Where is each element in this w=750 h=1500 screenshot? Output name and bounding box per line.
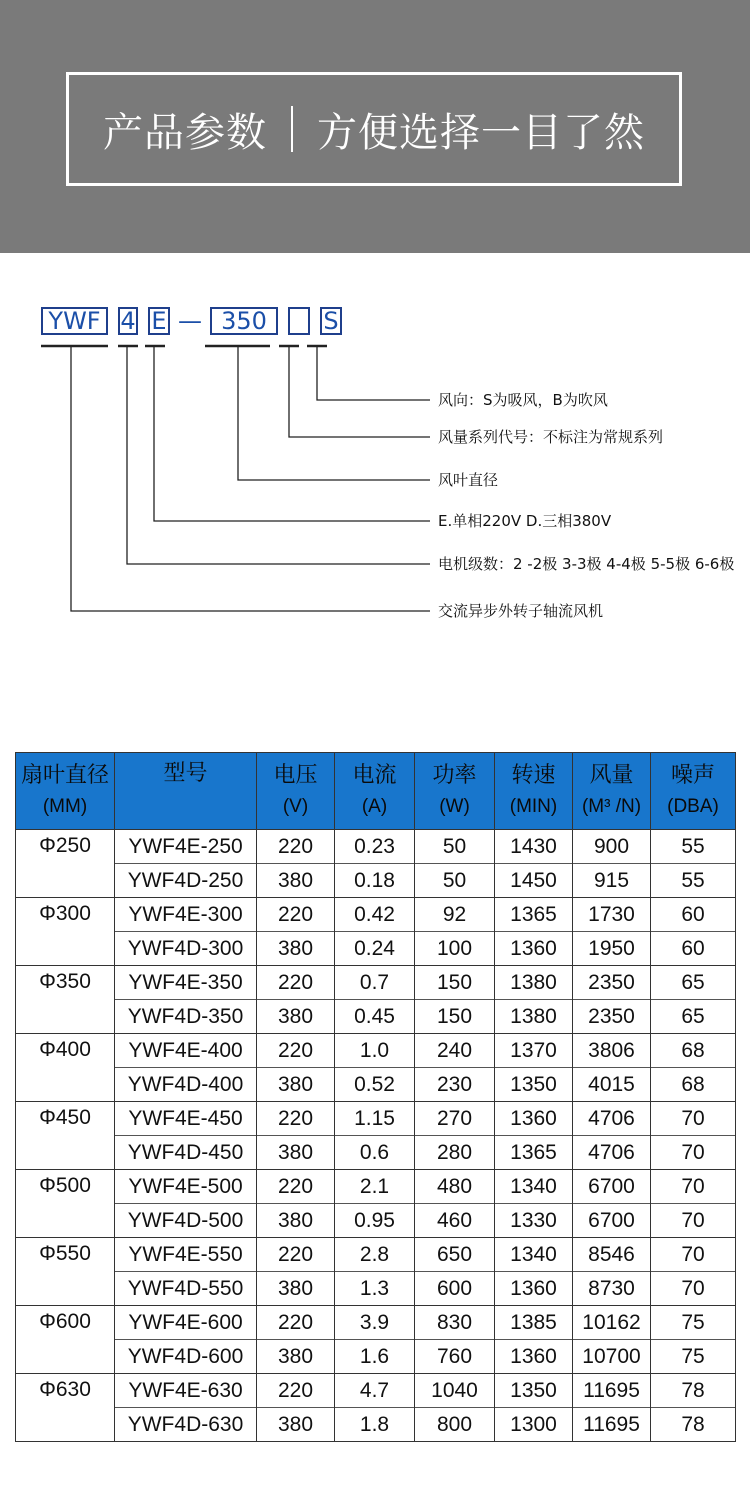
cell-current: 0.18 bbox=[335, 864, 415, 898]
cell-current: 0.42 bbox=[335, 898, 415, 932]
cell-airflow: 915 bbox=[573, 864, 651, 898]
code-series: YWF bbox=[41, 307, 108, 335]
cell-power: 760 bbox=[415, 1340, 495, 1374]
cell-noise: 65 bbox=[651, 966, 736, 1000]
cell-diameter: Φ250 bbox=[16, 830, 115, 898]
cell-noise: 75 bbox=[651, 1340, 736, 1374]
cell-current: 0.6 bbox=[335, 1136, 415, 1170]
cell-speed: 1450 bbox=[495, 864, 573, 898]
legend-phase: E.单相220V D.三相380V bbox=[438, 512, 612, 530]
cell-model: YWF4D-630 bbox=[115, 1408, 257, 1442]
cell-power: 150 bbox=[415, 1000, 495, 1034]
cell-current: 0.95 bbox=[335, 1204, 415, 1238]
cell-airflow: 6700 bbox=[573, 1170, 651, 1204]
cell-noise: 60 bbox=[651, 898, 736, 932]
cell-speed: 1350 bbox=[495, 1374, 573, 1408]
code-dash: — bbox=[178, 307, 202, 335]
cell-voltage: 220 bbox=[257, 830, 335, 864]
table-row bbox=[16, 1136, 736, 1170]
table-row bbox=[16, 966, 736, 1000]
cell-power: 480 bbox=[415, 1170, 495, 1204]
cell-voltage: 380 bbox=[257, 1340, 335, 1374]
cell-current: 0.52 bbox=[335, 1068, 415, 1102]
cell-current: 0.7 bbox=[335, 966, 415, 1000]
cell-noise: 55 bbox=[651, 864, 736, 898]
cell-airflow: 11695 bbox=[573, 1374, 651, 1408]
cell-noise: 70 bbox=[651, 1272, 736, 1306]
cell-voltage: 380 bbox=[257, 1136, 335, 1170]
header-voltage: 电压 (V) bbox=[257, 753, 335, 830]
cell-model: YWF4E-600 bbox=[115, 1306, 257, 1340]
cell-voltage: 380 bbox=[257, 1204, 335, 1238]
table-row bbox=[16, 1272, 736, 1306]
cell-voltage: 380 bbox=[257, 1000, 335, 1034]
cell-current: 3.9 bbox=[335, 1306, 415, 1340]
cell-airflow: 2350 bbox=[573, 1000, 651, 1034]
cell-model: YWF4E-500 bbox=[115, 1170, 257, 1204]
cell-current: 4.7 bbox=[335, 1374, 415, 1408]
cell-model: YWF4E-630 bbox=[115, 1374, 257, 1408]
cell-current: 2.1 bbox=[335, 1170, 415, 1204]
cell-airflow: 8546 bbox=[573, 1238, 651, 1272]
header-airflow: 风量 (M³ /N) bbox=[573, 753, 651, 830]
cell-voltage: 220 bbox=[257, 966, 335, 1000]
cell-power: 650 bbox=[415, 1238, 495, 1272]
cell-voltage: 380 bbox=[257, 864, 335, 898]
cell-model: YWF4E-400 bbox=[115, 1034, 257, 1068]
cell-airflow: 1950 bbox=[573, 932, 651, 966]
cell-model: YWF4D-350 bbox=[115, 1000, 257, 1034]
cell-model: YWF4E-250 bbox=[115, 830, 257, 864]
legend-direction: 风向：S为吸风，B为吹风 bbox=[438, 391, 608, 409]
table-row bbox=[16, 1170, 736, 1204]
cell-diameter: Φ630 bbox=[16, 1374, 115, 1442]
table-row bbox=[16, 830, 736, 864]
cell-current: 1.8 bbox=[335, 1408, 415, 1442]
header-model: 型号 bbox=[115, 753, 257, 830]
header-speed: 转速 (MIN) bbox=[495, 753, 573, 830]
cell-noise: 78 bbox=[651, 1408, 736, 1442]
cell-power: 280 bbox=[415, 1136, 495, 1170]
cell-speed: 1300 bbox=[495, 1408, 573, 1442]
cell-voltage: 220 bbox=[257, 1306, 335, 1340]
cell-airflow: 8730 bbox=[573, 1272, 651, 1306]
cell-power: 270 bbox=[415, 1102, 495, 1136]
cell-power: 50 bbox=[415, 830, 495, 864]
cell-voltage: 220 bbox=[257, 1034, 335, 1068]
code-poles: 4 bbox=[118, 307, 138, 335]
cell-speed: 1385 bbox=[495, 1306, 573, 1340]
cell-noise: 60 bbox=[651, 932, 736, 966]
cell-voltage: 380 bbox=[257, 1408, 335, 1442]
cell-noise: 70 bbox=[651, 1204, 736, 1238]
cell-voltage: 380 bbox=[257, 1272, 335, 1306]
cell-airflow: 1730 bbox=[573, 898, 651, 932]
cell-model: YWF4E-550 bbox=[115, 1238, 257, 1272]
cell-airflow: 4015 bbox=[573, 1068, 651, 1102]
cell-power: 240 bbox=[415, 1034, 495, 1068]
table-row bbox=[16, 1204, 736, 1238]
cell-speed: 1380 bbox=[495, 966, 573, 1000]
cell-voltage: 220 bbox=[257, 1102, 335, 1136]
header-noise: 噪声 (DBA) bbox=[651, 753, 736, 830]
cell-speed: 1360 bbox=[495, 1272, 573, 1306]
table-row bbox=[16, 1034, 736, 1068]
cell-diameter: Φ500 bbox=[16, 1170, 115, 1238]
cell-power: 100 bbox=[415, 932, 495, 966]
legend-poles: 电机级数：2 -2极 3-3极 4-4极 5-5极 6-6极 bbox=[438, 555, 735, 573]
cell-current: 1.6 bbox=[335, 1340, 415, 1374]
legend-series: 交流异步外转子轴流风机 bbox=[438, 602, 604, 620]
code-diameter: 350 bbox=[210, 307, 278, 335]
cell-model: YWF4E-300 bbox=[115, 898, 257, 932]
cell-voltage: 220 bbox=[257, 1238, 335, 1272]
cell-diameter: Φ600 bbox=[16, 1306, 115, 1374]
cell-power: 830 bbox=[415, 1306, 495, 1340]
table-row bbox=[16, 1340, 736, 1374]
cell-airflow: 10700 bbox=[573, 1340, 651, 1374]
cell-model: YWF4D-600 bbox=[115, 1340, 257, 1374]
cell-model: YWF4D-300 bbox=[115, 932, 257, 966]
cell-noise: 75 bbox=[651, 1306, 736, 1340]
cell-model: YWF4E-450 bbox=[115, 1102, 257, 1136]
cell-noise: 68 bbox=[651, 1068, 736, 1102]
code-direction: S bbox=[320, 307, 342, 335]
table-row bbox=[16, 1374, 736, 1408]
cell-airflow: 2350 bbox=[573, 966, 651, 1000]
cell-current: 0.45 bbox=[335, 1000, 415, 1034]
table-row bbox=[16, 1068, 736, 1102]
cell-voltage: 380 bbox=[257, 932, 335, 966]
cell-power: 92 bbox=[415, 898, 495, 932]
cell-noise: 55 bbox=[651, 830, 736, 864]
table-row bbox=[16, 898, 736, 932]
table-row bbox=[16, 1408, 736, 1442]
cell-speed: 1360 bbox=[495, 1340, 573, 1374]
cell-current: 0.23 bbox=[335, 830, 415, 864]
cell-voltage: 220 bbox=[257, 898, 335, 932]
cell-current: 0.24 bbox=[335, 932, 415, 966]
cell-airflow: 11695 bbox=[573, 1408, 651, 1442]
cell-speed: 1330 bbox=[495, 1204, 573, 1238]
cell-diameter: Φ450 bbox=[16, 1102, 115, 1170]
cell-current: 1.3 bbox=[335, 1272, 415, 1306]
cell-power: 50 bbox=[415, 864, 495, 898]
cell-noise: 70 bbox=[651, 1102, 736, 1136]
cell-speed: 1350 bbox=[495, 1068, 573, 1102]
cell-speed: 1380 bbox=[495, 1000, 573, 1034]
cell-speed: 1360 bbox=[495, 1102, 573, 1136]
cell-noise: 70 bbox=[651, 1170, 736, 1204]
cell-power: 600 bbox=[415, 1272, 495, 1306]
cell-diameter: Φ350 bbox=[16, 966, 115, 1034]
cell-airflow: 6700 bbox=[573, 1204, 651, 1238]
cell-model: YWF4D-500 bbox=[115, 1204, 257, 1238]
table-row bbox=[16, 1000, 736, 1034]
legend-airflow-series: 风量系列代号：不标注为常规系列 bbox=[438, 428, 664, 446]
cell-noise: 70 bbox=[651, 1238, 736, 1272]
cell-noise: 78 bbox=[651, 1374, 736, 1408]
cell-power: 150 bbox=[415, 966, 495, 1000]
cell-power: 460 bbox=[415, 1204, 495, 1238]
cell-speed: 1365 bbox=[495, 1136, 573, 1170]
cell-voltage: 380 bbox=[257, 1068, 335, 1102]
cell-model: YWF4D-450 bbox=[115, 1136, 257, 1170]
banner-left-text: 产品参数 bbox=[103, 109, 267, 156]
code-phase: E bbox=[148, 307, 170, 335]
cell-model: YWF4D-550 bbox=[115, 1272, 257, 1306]
header-diameter: 扇叶直径 (MM) bbox=[16, 753, 115, 830]
table-row bbox=[16, 864, 736, 898]
cell-current: 1.0 bbox=[335, 1034, 415, 1068]
cell-speed: 1360 bbox=[495, 932, 573, 966]
cell-airflow: 3806 bbox=[573, 1034, 651, 1068]
table-row bbox=[16, 1102, 736, 1136]
cell-diameter: Φ550 bbox=[16, 1238, 115, 1306]
cell-model: YWF4D-400 bbox=[115, 1068, 257, 1102]
legend-diameter: 风叶直径 bbox=[438, 471, 499, 489]
header-current: 电流 (A) bbox=[335, 753, 415, 830]
cell-diameter: Φ400 bbox=[16, 1034, 115, 1102]
spec-table bbox=[15, 752, 736, 1442]
table-row bbox=[16, 1238, 736, 1272]
cell-power: 1040 bbox=[415, 1374, 495, 1408]
table-row bbox=[16, 932, 736, 966]
cell-airflow: 4706 bbox=[573, 1136, 651, 1170]
cell-speed: 1430 bbox=[495, 830, 573, 864]
header-power: 功率 (W) bbox=[415, 753, 495, 830]
cell-speed: 1340 bbox=[495, 1170, 573, 1204]
cell-speed: 1365 bbox=[495, 898, 573, 932]
cell-diameter: Φ300 bbox=[16, 898, 115, 966]
table-body bbox=[16, 830, 736, 1442]
cell-power: 800 bbox=[415, 1408, 495, 1442]
cell-noise: 68 bbox=[651, 1034, 736, 1068]
table-header-row bbox=[16, 753, 736, 830]
table-row bbox=[16, 1306, 736, 1340]
cell-airflow: 10162 bbox=[573, 1306, 651, 1340]
cell-model: YWF4D-250 bbox=[115, 864, 257, 898]
cell-current: 1.15 bbox=[335, 1102, 415, 1136]
cell-model: YWF4E-350 bbox=[115, 966, 257, 1000]
cell-noise: 65 bbox=[651, 1000, 736, 1034]
cell-power: 230 bbox=[415, 1068, 495, 1102]
cell-airflow: 900 bbox=[573, 830, 651, 864]
cell-noise: 70 bbox=[651, 1136, 736, 1170]
cell-current: 2.8 bbox=[335, 1238, 415, 1272]
cell-airflow: 4706 bbox=[573, 1102, 651, 1136]
cell-voltage: 220 bbox=[257, 1374, 335, 1408]
banner-right-text: 方便选择一目了然 bbox=[317, 109, 645, 156]
cell-voltage: 220 bbox=[257, 1170, 335, 1204]
cell-speed: 1340 bbox=[495, 1238, 573, 1272]
cell-speed: 1370 bbox=[495, 1034, 573, 1068]
